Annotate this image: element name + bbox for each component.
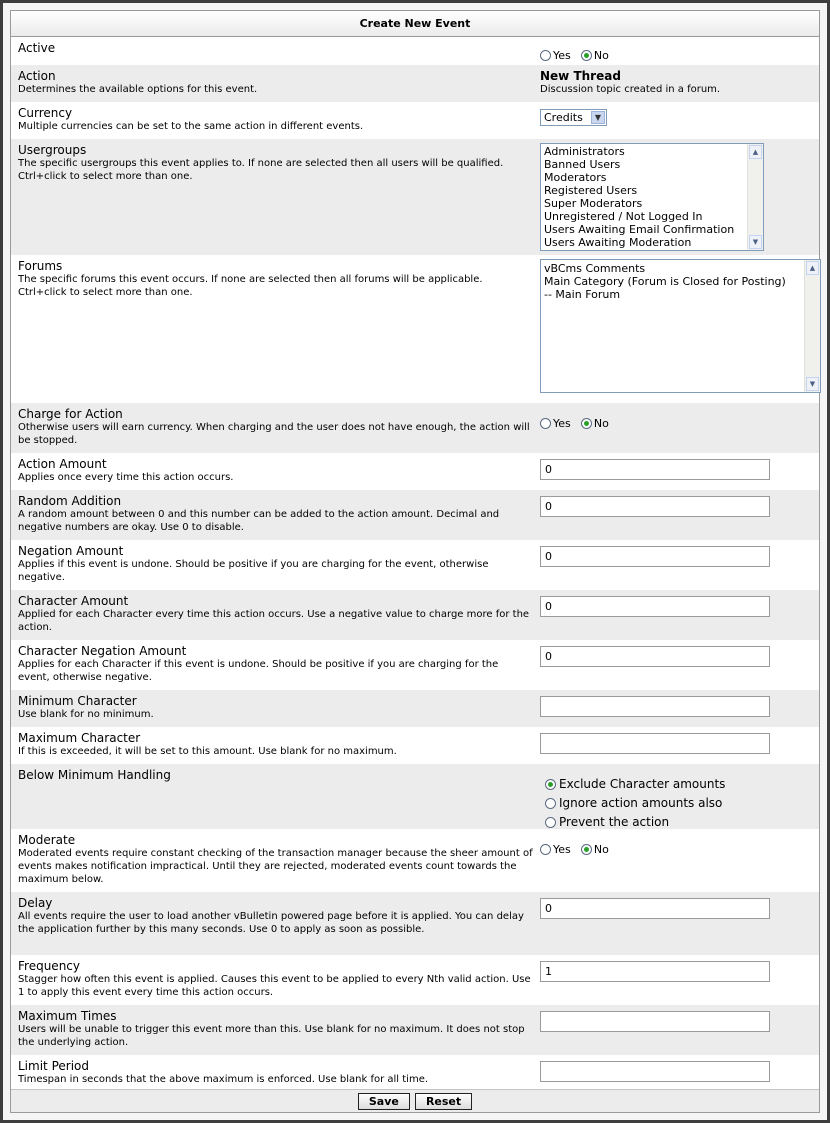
row-minimum-character (11, 690, 819, 727)
row-forums (11, 255, 819, 403)
form-header (11, 11, 819, 37)
list-item[interactable]: -- Main Forum (544, 288, 621, 301)
ignore-action-label: Ignore action amounts also (559, 796, 723, 810)
negation-amount-title: Negation Amount (18, 544, 124, 558)
scroll-up-icon[interactable]: ▲ (749, 145, 762, 159)
currency-select[interactable] (540, 109, 607, 126)
ignore-action-radio[interactable] (545, 798, 556, 809)
moderate-title: Moderate (18, 833, 76, 847)
exclude-character-label: Exclude Character amounts (559, 777, 726, 791)
random-addition-title: Random Addition (18, 494, 122, 508)
scroll-down-icon[interactable]: ▼ (806, 377, 819, 391)
action-amount-desc: Applies once every time this action occurs. (18, 472, 234, 483)
random-addition-desc: A random amount between 0 and this number can be added to the action amount. Decimal and negative numbers are okay. Use 0 to disable. (18, 509, 500, 533)
prevent-action-label: Prevent the action (559, 815, 670, 829)
character-negation-title: Character Negation Amount (18, 644, 187, 658)
active-title: Active (18, 41, 56, 55)
chevron-down-icon[interactable]: ▼ (591, 111, 605, 124)
moderate-no-label: No (593, 843, 609, 856)
forums-title: Forums (18, 259, 63, 273)
action-amount-title: Action Amount (18, 457, 107, 471)
currency-selected: Credits (544, 111, 583, 124)
currency-title: Currency (18, 106, 73, 120)
minimum-character-desc: Use blank for no minimum. (18, 709, 154, 720)
delay-title: Delay (18, 896, 53, 910)
row-charge-for-action (11, 403, 819, 453)
list-item[interactable]: Banned Users (544, 158, 621, 171)
row-maximum-character (11, 727, 819, 764)
maximum-character-desc: If this is exceeded, it will be set to this amount. Use blank for no maximum. (18, 746, 397, 757)
charge-title: Charge for Action (18, 407, 123, 421)
save-button[interactable]: Save (358, 1093, 410, 1110)
action-amount-input[interactable]: 0 (540, 459, 770, 480)
row-limit-period (11, 1055, 819, 1092)
scroll-up-icon[interactable]: ▲ (806, 261, 819, 275)
row-character-amount (11, 590, 819, 640)
row-action (11, 65, 819, 102)
action-value-desc: Discussion topic created in a forum. (540, 84, 721, 95)
charge-yes-label: Yes (553, 417, 571, 430)
row-action-amount (11, 453, 819, 490)
negation-amount-desc: Applies if this event is undone. Should be positive if you are charging for the event, otherwise negative. (18, 559, 489, 583)
list-item[interactable]: Unregistered / Not Logged In (544, 210, 703, 223)
row-moderate (11, 829, 819, 892)
list-item[interactable]: Moderators (544, 171, 607, 184)
row-active (11, 37, 819, 65)
row-character-negation-amount (11, 640, 819, 690)
maximum-character-input[interactable] (540, 733, 770, 754)
forums-scrollbar[interactable] (804, 260, 820, 392)
list-item[interactable]: Super Moderators (544, 197, 643, 210)
frequency-desc: Stagger how often this event is applied. Causes this event to be applied to every Nth valid action. Use 1 to apply this event every time this action occurs. (18, 974, 531, 998)
below-minimum-title: Below Minimum Handling (18, 768, 171, 782)
form-title: Create New Event (359, 17, 471, 30)
forums-listbox[interactable] (540, 259, 821, 393)
moderate-yes-label: Yes (553, 843, 571, 856)
active-yes-radio[interactable] (540, 50, 551, 61)
usergroups-title: Usergroups (18, 143, 87, 157)
delay-desc: All events require the user to load another vBulletin powered page before it is applied. You can delay the application further by this many seconds. Use 0 to apply as soon as possible. (18, 911, 524, 935)
usergroups-desc: The specific usergroups this event applies to. If none are selected then all users will be qualified. Ctrl+click to select more than one. (18, 158, 504, 182)
list-item[interactable]: Main Category (Forum is Closed for Posting) (544, 275, 786, 288)
maximum-times-input[interactable] (540, 1011, 770, 1032)
usergroups-scrollbar[interactable] (747, 144, 763, 250)
character-amount-input[interactable]: 0 (540, 596, 770, 617)
moderate-yes-radio[interactable] (540, 844, 551, 855)
active-no-radio[interactable] (581, 50, 592, 61)
negation-amount-input[interactable]: 0 (540, 546, 770, 567)
scroll-down-icon[interactable]: ▼ (749, 235, 762, 249)
limit-period-title: Limit Period (18, 1059, 89, 1073)
row-random-addition (11, 490, 819, 540)
exclude-character-radio[interactable] (545, 779, 556, 790)
charge-no-radio[interactable] (581, 418, 592, 429)
prevent-action-radio[interactable] (545, 817, 556, 828)
limit-period-desc: Timespan in seconds that the above maximum is enforced. Use blank for all time. (18, 1074, 429, 1085)
row-below-minimum-handling (11, 764, 819, 829)
list-item[interactable]: Administrators (544, 145, 625, 158)
character-negation-input[interactable]: 0 (540, 646, 770, 667)
row-delay (11, 892, 819, 955)
maximum-times-desc: Users will be unable to trigger this event more than this. Use blank for no maximum. It does not stop the underlying action. (18, 1024, 525, 1048)
maximum-character-title: Maximum Character (18, 731, 141, 745)
row-usergroups (11, 139, 819, 255)
character-amount-title: Character Amount (18, 594, 129, 608)
row-negation-amount (11, 540, 819, 590)
limit-period-input[interactable] (540, 1061, 770, 1082)
list-item[interactable]: Users Awaiting Moderation (544, 236, 692, 249)
charge-no-label: No (593, 417, 609, 430)
list-item[interactable]: Registered Users (544, 184, 638, 197)
action-value-title: New Thread (540, 69, 621, 83)
list-item[interactable]: vBCms Comments (544, 262, 646, 275)
forums-desc: The specific forums this event occurs. If none are selected then all forums will be applicable. Ctrl+click to select more than one. (18, 274, 483, 298)
reset-button[interactable]: Reset (415, 1093, 472, 1110)
minimum-character-title: Minimum Character (18, 694, 137, 708)
character-amount-desc: Applied for each Character every time this action occurs. Use a negative value to charge more for the action. (18, 609, 530, 633)
random-addition-input[interactable]: 0 (540, 496, 770, 517)
charge-desc: Otherwise users will earn currency. When charging and the user does not have enough, the action will be stopped. (18, 422, 530, 446)
character-negation-desc: Applies for each Character if this event is undone. Should be positive if you are charging for the event, otherwise negative. (18, 659, 499, 683)
frequency-input[interactable]: 1 (540, 961, 770, 982)
row-currency (11, 102, 819, 139)
form-footer (11, 1089, 819, 1112)
delay-input[interactable]: 0 (540, 898, 770, 919)
maximum-times-title: Maximum Times (18, 1009, 117, 1023)
moderate-desc: Moderated events require constant checking of the transaction manager because the sheer amount of events makes notification impractical. Until they are rejected, moderated events count towards the maximum below. (18, 848, 533, 885)
row-frequency (11, 955, 819, 1005)
action-desc: Determines the available options for this event. (18, 84, 258, 95)
form-panel (10, 10, 820, 1113)
active-no-label: No (593, 49, 609, 62)
list-item[interactable]: Users Awaiting Email Confirmation (544, 223, 735, 236)
currency-desc: Multiple currencies can be set to the same action in different events. (18, 121, 364, 132)
row-maximum-times (11, 1005, 819, 1055)
action-title: Action (18, 69, 56, 83)
frequency-title: Frequency (18, 959, 80, 973)
charge-yes-radio[interactable] (540, 418, 551, 429)
active-yes-label: Yes (553, 49, 571, 62)
usergroups-listbox[interactable] (540, 143, 764, 251)
moderate-no-radio[interactable] (581, 844, 592, 855)
minimum-character-input[interactable] (540, 696, 770, 717)
